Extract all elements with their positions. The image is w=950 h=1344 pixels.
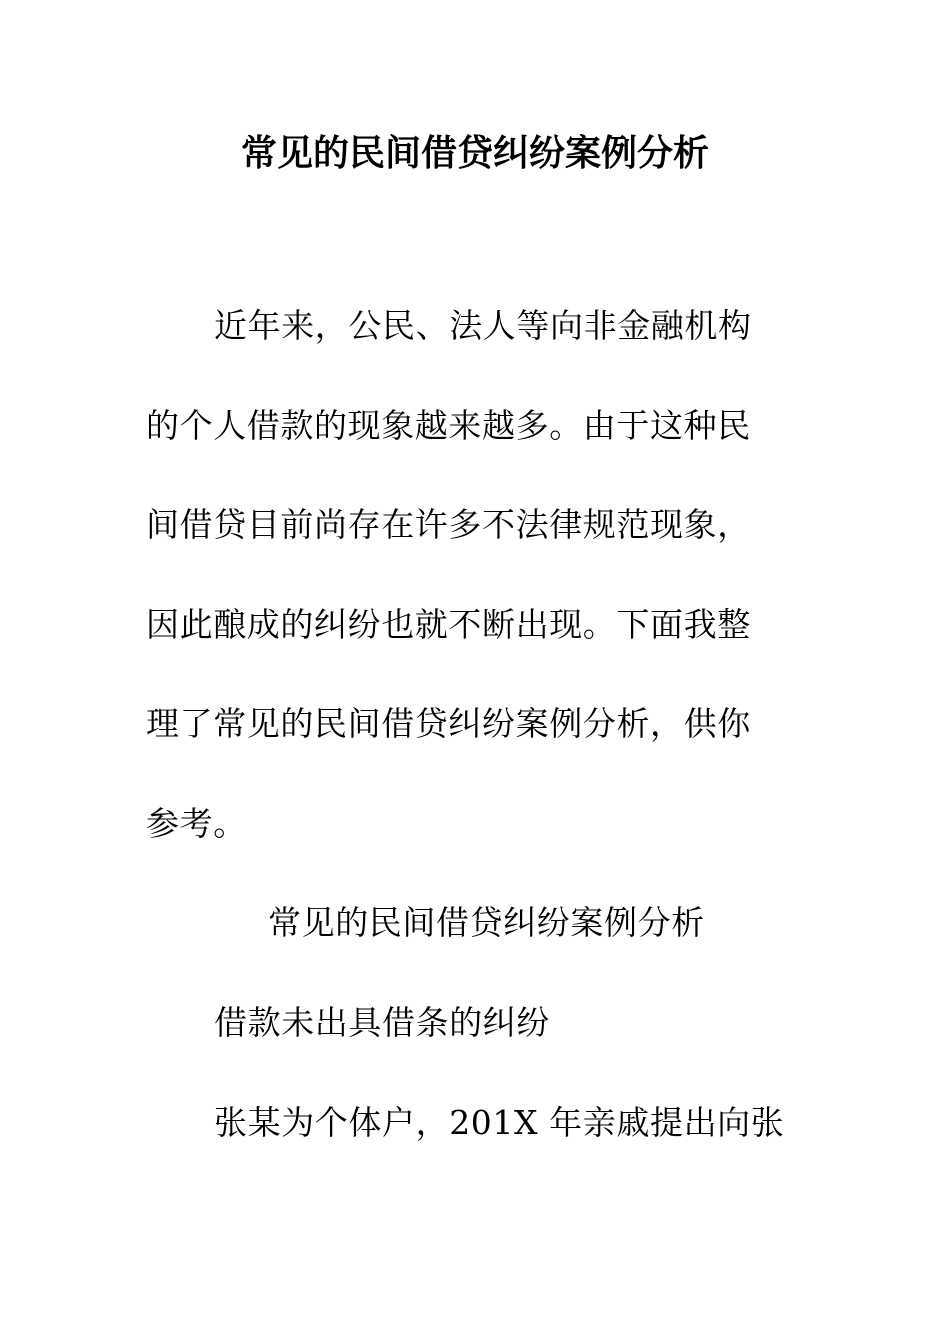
subheading: 借款未出具借条的纠纷 [214,1003,550,1042]
document-title: 常见的民间借贷纠纷案例分析 [240,132,709,174]
case-line: 张某为个体户，201X 年亲戚提出向张 [214,1103,785,1142]
intro-line-2: 的个人借款的现象越来越多。由于这种民 [146,406,751,445]
intro-line-3: 间借贷目前尚存在许多不法律规范现象， [146,505,751,544]
intro-line-5: 理了常见的民间借贷纠纷案例分析，供你 [146,704,751,743]
intro-line-6: 参考。 [146,804,247,843]
section-title: 常见的民间借贷纠纷案例分析 [268,903,705,942]
intro-line-4: 因此酿成的纠纷也就不断出现。下面我整 [146,605,751,644]
intro-line-1: 近年来，公民、法人等向非金融机构 [214,306,752,345]
